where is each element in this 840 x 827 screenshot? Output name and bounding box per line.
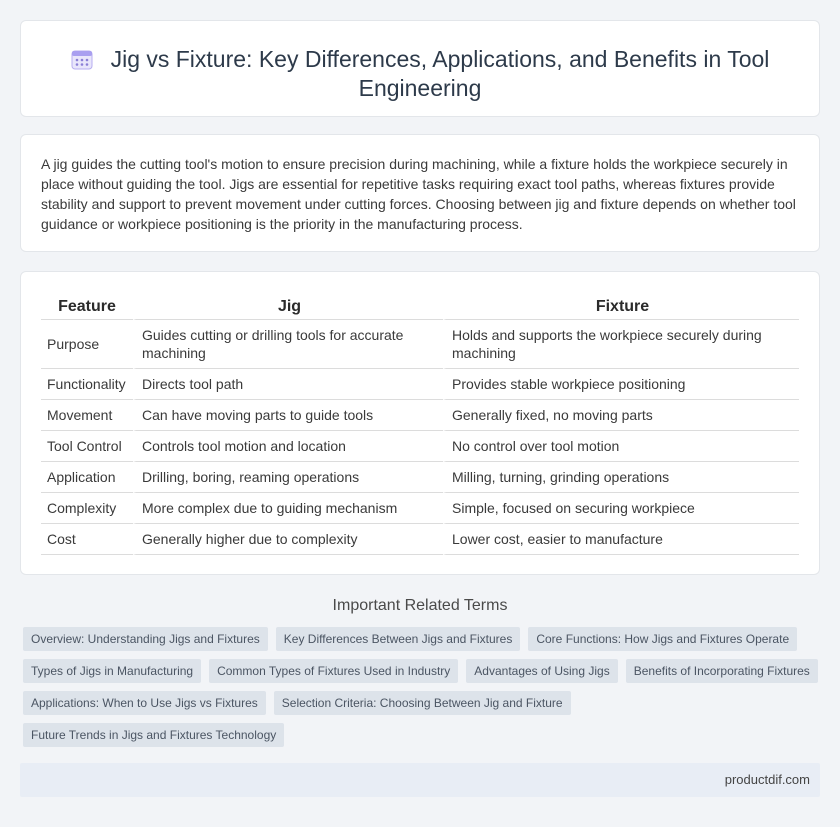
page-title — [61, 45, 779, 103]
cell-fixture: Simple, focused on securing workpiece — [443, 493, 799, 524]
table-row — [41, 431, 799, 462]
cell-fixture: Milling, turning, grinding operations — [443, 462, 799, 493]
table-row — [41, 462, 799, 493]
header-jig: Jig — [133, 294, 443, 320]
footer-site-link[interactable]: productdif.com — [724, 772, 810, 787]
related-term-link[interactable]: Applications: When to Use Jigs vs Fixtures — [23, 691, 266, 715]
cell-fixture: No control over tool motion — [443, 431, 799, 462]
table-row — [41, 400, 799, 431]
related-terms-title: Important Related Terms — [332, 597, 508, 614]
header-card — [20, 20, 820, 117]
footer — [20, 763, 820, 797]
table-header-row — [41, 294, 799, 320]
related-term-link[interactable]: Types of Jigs in Manufacturing — [23, 659, 201, 683]
cell-jig: More complex due to guiding mechanism — [133, 493, 443, 524]
related-terms-list — [23, 627, 823, 747]
intro-paragraph: A jig guides the cutting tool's motion to ensure precision during machining, while a fixture holds the workpiece securely in place without guiding the tool. Jigs are essential for repetitive tasks requiring exact tool paths, whereas fixtures provide stability and support to prevent movement under cutting forces. Choosing between jig and fixture depends on whether tool guidance or workpiece positioning is the priority in the manufacturing process. — [41, 156, 796, 232]
cell-fixture: Holds and supports the workpiece securely during machining — [443, 320, 799, 369]
table-row — [41, 320, 799, 369]
related-term-link[interactable]: Common Types of Fixtures Used in Industry — [209, 659, 458, 683]
cell-feature: Application — [41, 462, 133, 493]
cell-fixture: Provides stable workpiece positioning — [443, 369, 799, 400]
table-row — [41, 524, 799, 555]
comparison-table — [41, 294, 799, 555]
related-term-link[interactable]: Core Functions: How Jigs and Fixtures Operate — [528, 627, 797, 651]
cell-jig: Generally higher due to complexity — [133, 524, 443, 555]
table-row — [41, 369, 799, 400]
table-row — [41, 493, 799, 524]
page-title-text: Jig vs Fixture: Key Differences, Applications, and Benefits in Tool Engineering — [110, 46, 770, 101]
related-term-link[interactable]: Future Trends in Jigs and Fixtures Technology — [23, 723, 284, 747]
cell-fixture: Generally fixed, no moving parts — [443, 400, 799, 431]
cell-jig: Drilling, boring, reaming operations — [133, 462, 443, 493]
related-term-link[interactable]: Benefits of Incorporating Fixtures — [626, 659, 818, 683]
comparison-card — [20, 271, 820, 575]
related-term-link[interactable]: Key Differences Between Jigs and Fixtures — [276, 627, 521, 651]
cell-feature: Complexity — [41, 493, 133, 524]
intro-card — [20, 134, 820, 252]
related-term-link[interactable]: Advantages of Using Jigs — [466, 659, 617, 683]
header-fixture: Fixture — [443, 294, 799, 320]
calendar-grid-icon — [71, 48, 93, 70]
cell-jig: Can have moving parts to guide tools — [133, 400, 443, 431]
related-term-link[interactable]: Selection Criteria: Choosing Between Jig and Fixture — [274, 691, 571, 715]
cell-feature: Cost — [41, 524, 133, 555]
cell-jig: Directs tool path — [133, 369, 443, 400]
cell-feature: Functionality — [41, 369, 133, 400]
cell-feature: Movement — [41, 400, 133, 431]
header-feature: Feature — [41, 294, 133, 320]
cell-jig: Guides cutting or drilling tools for accurate machining — [133, 320, 443, 369]
cell-jig: Controls tool motion and location — [133, 431, 443, 462]
related-term-link[interactable]: Overview: Understanding Jigs and Fixtures — [23, 627, 268, 651]
cell-feature: Purpose — [41, 320, 133, 369]
cell-fixture: Lower cost, easier to manufacture — [443, 524, 799, 555]
cell-feature: Tool Control — [41, 431, 133, 462]
